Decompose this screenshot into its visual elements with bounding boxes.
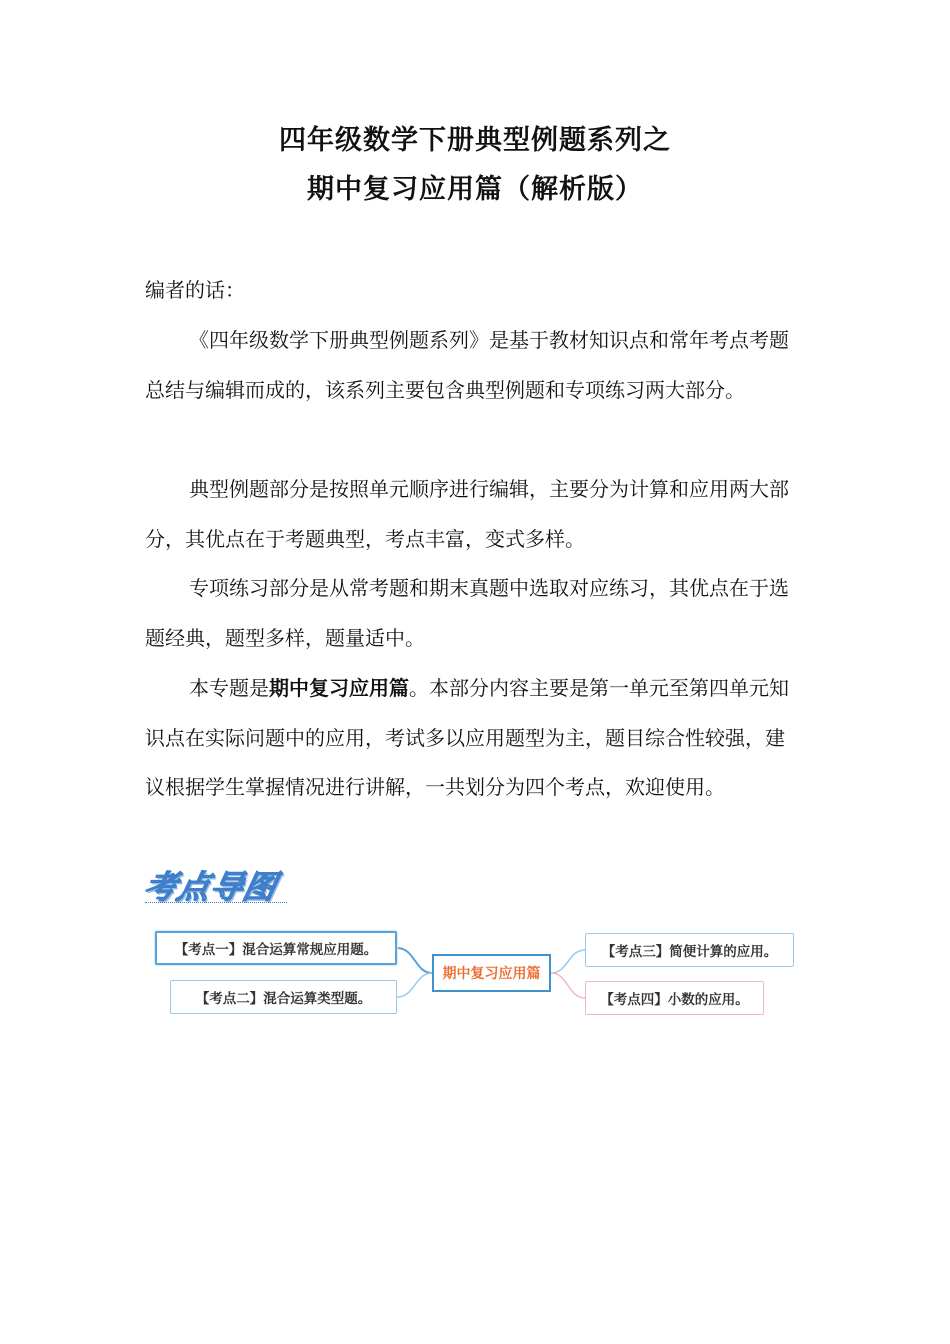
mindmap-center-node: 期中复习应用篇: [432, 954, 551, 992]
connector-point2: [397, 973, 432, 997]
document-title-line2: 期中复习应用篇（解析版）: [307, 174, 643, 205]
mindmap-heading-underline: [145, 902, 287, 903]
mindmap-node-point1: 【考点一】混合运算常规应用题。: [155, 931, 397, 965]
paragraph-4-suffix: 。本部分内容主要是第一单元至第四单元知识点在实际问题中的应用，考试多以应用题型为主，题目综合性较强，建议根据学生掌握情况进行讲解，一共划分为四个考点，欢迎使用。: [145, 676, 789, 799]
mindmap-diagram: [150, 925, 800, 1025]
mindmap-node-point4: 【考点四】小数的应用。: [585, 981, 764, 1015]
paragraph-4-prefix: 本专题是: [189, 676, 269, 700]
topic-name-bold: 期中复习应用篇: [269, 676, 409, 700]
mindmap-heading: 考点导图: [140, 868, 281, 906]
connector-point4: [551, 973, 585, 998]
editor-note-paragraph-3: 专项练习部分是从常考题和期末真题中选取对应练习，其优点在于选题经典，题型多样，题量适中。: [145, 576, 789, 650]
editor-note-paragraph-2: 典型例题部分是按照单元顺序进行编辑，主要分为计算和应用两大部分，其优点在于考题典型，考点丰富，变式多样。: [145, 477, 789, 551]
editor-note-paragraph-4: [145, 664, 795, 813]
mindmap-node-point3: 【考点三】简便计算的应用。: [585, 933, 794, 967]
editor-note-heading: 编者的话：: [145, 278, 245, 302]
editor-note-paragraph-1: 《四年级数学下册典型例题系列》是基于教材知识点和常年考点考题总结与编辑而成的，该系列主要包含典型例题和专项练习两大部分。: [145, 328, 789, 402]
mindmap-node-point2: 【考点二】混合运算类型题。: [170, 980, 397, 1014]
connector-point1: [397, 948, 432, 973]
connector-point3: [551, 950, 585, 973]
document-title-line1: 四年级数学下册典型例题系列之: [279, 125, 671, 156]
